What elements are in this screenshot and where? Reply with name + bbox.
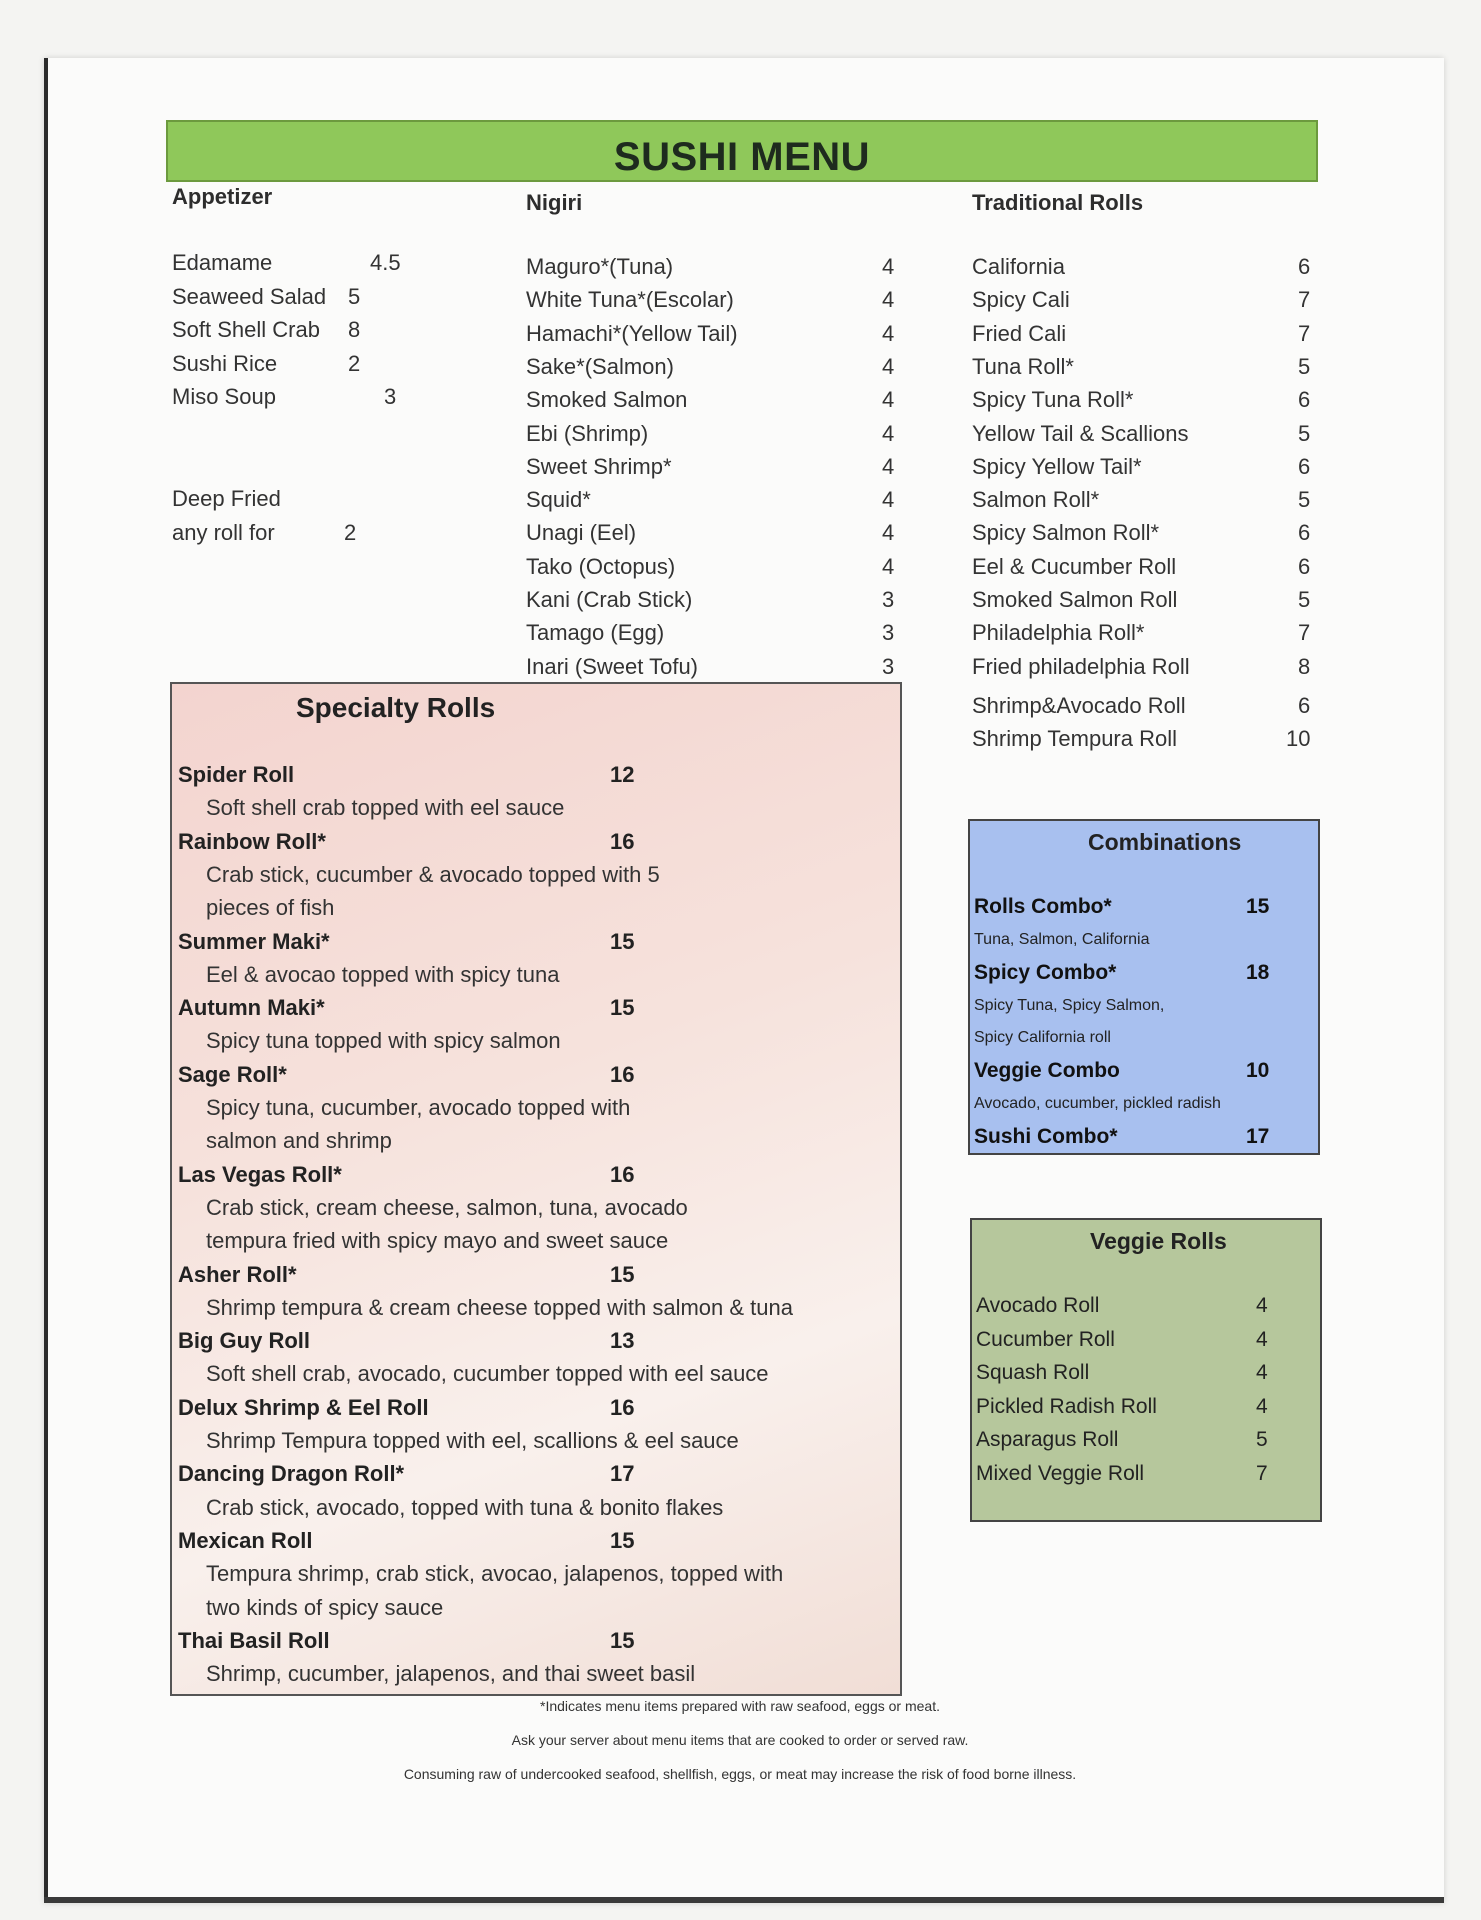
veggie-heading: Veggie Rolls	[1090, 1228, 1227, 1254]
nigiri-item-name: Smoked Salmon	[526, 387, 688, 413]
traditional-item-price: 5	[1298, 420, 1311, 446]
deep-fried-price: 2	[344, 520, 357, 545]
specialty-item-price: 16	[610, 828, 635, 854]
nigiri-item-name: Inari (Sweet Tofu)	[526, 653, 699, 679]
footnote-raw: *Indicates menu items prepared with raw seafood, eggs or meat.	[540, 1698, 940, 1714]
traditional-item-name: Tuna Roll*	[972, 353, 1074, 379]
nigiri-item-name: Ebi (Shrimp)	[526, 420, 649, 446]
traditional-item-price: 5	[1298, 587, 1311, 612]
paper-edge-left	[44, 58, 48, 1903]
specialty-item-desc: salmon and shrimp	[206, 1128, 392, 1154]
specialty-item-price: 17	[610, 1461, 635, 1487]
combo-item-name: Rolls Combo*	[974, 895, 1112, 918]
combo-item-desc: Tuna, Salmon, California	[974, 931, 1150, 948]
nigiri-item-price: 4	[882, 387, 895, 413]
appetizer-item-price: 4.5	[370, 250, 401, 275]
nigiri-item-price: 4	[882, 487, 895, 513]
deep-fried-label: Deep Fried	[172, 486, 281, 511]
specialty-item-desc: Soft shell crab, avocado, cucumber topped with eel sauce	[206, 1361, 769, 1387]
specialty-item-name: Thai Basil Roll	[178, 1627, 330, 1653]
traditional-item-name: Philadelphia Roll*	[972, 620, 1145, 646]
specialty-item-desc: Shrimp tempura & cream cheese topped with salmon & tuna	[206, 1294, 793, 1320]
traditional-item-name: Smoked Salmon Roll	[972, 587, 1178, 612]
nigiri-item-price: 4	[882, 320, 895, 346]
traditional-item-name: Spicy Cali	[972, 287, 1070, 313]
veggie-rolls-box	[970, 1218, 1322, 1522]
traditional-item-price: 7	[1298, 620, 1311, 646]
nigiri-item-price: 3	[882, 653, 895, 679]
specialty-rolls-box	[170, 682, 902, 1696]
traditional-item-price: 6	[1298, 692, 1311, 718]
specialty-item-name: Rainbow Roll*	[178, 828, 326, 854]
nigiri-item-name: Sake*(Salmon)	[526, 353, 674, 379]
specialty-item-name: Big Guy Roll	[178, 1328, 310, 1354]
traditional-item-name: Eel & Cucumber Roll	[972, 553, 1177, 579]
specialty-item-name: Mexican Roll	[178, 1527, 313, 1553]
traditional-item-name: Salmon Roll*	[972, 487, 1100, 513]
deep-fried-label-2: any roll for	[172, 520, 275, 545]
nigiri-item-price: 4	[882, 254, 895, 279]
appetizer-item-price: 8	[348, 317, 361, 342]
specialty-item-price: 15	[610, 1527, 635, 1553]
veggie-item-price: 4	[1256, 1361, 1268, 1384]
nigiri-item-name: Tako (Octopus)	[526, 553, 676, 579]
specialty-item-desc: Shrimp Tempura topped with eel, scallions & eel sauce	[206, 1428, 739, 1453]
combinations-heading: Combinations	[1088, 829, 1242, 855]
combo-item-name: Sushi Combo*	[974, 1125, 1118, 1148]
combo-item-desc: Avocado, cucumber, pickled radish	[974, 1095, 1221, 1112]
traditional-item-price: 5	[1298, 487, 1311, 513]
specialty-item-name: Las Vegas Roll*	[178, 1161, 342, 1187]
appetizer-heading: Appetizer	[172, 184, 273, 209]
veggie-item-name: Asparagus Roll	[976, 1428, 1119, 1451]
specialty-item-name: Summer Maki*	[178, 928, 330, 954]
specialty-item-price: 15	[610, 1627, 635, 1653]
specialty-item-desc: Soft shell crab topped with eel sauce	[206, 795, 565, 821]
paper-edge-bottom	[44, 1897, 1444, 1903]
veggie-item-name: Avocado Roll	[976, 1294, 1100, 1317]
veggie-item-price: 7	[1256, 1461, 1268, 1485]
specialty-heading: Specialty Rolls	[296, 692, 496, 723]
specialty-item-price: 15	[610, 995, 635, 1021]
combo-item-price: 17	[1246, 1125, 1270, 1148]
veggie-item-price: 4	[1256, 1294, 1268, 1317]
traditional-item-price: 5	[1298, 353, 1311, 379]
specialty-item-name: Sage Roll*	[178, 1061, 287, 1087]
specialty-item-price: 12	[610, 762, 635, 787]
specialty-item-desc: Crab stick, cucumber & avocado topped with 5	[206, 861, 660, 887]
traditional-item-price: 8	[1298, 653, 1311, 679]
nigiri-item-price: 4	[882, 287, 895, 313]
veggie-item-name: Mixed Veggie Roll	[976, 1461, 1145, 1485]
nigiri-item-name: Squid*	[526, 487, 591, 513]
traditional-item-name: Fried philadelphia Roll	[972, 653, 1190, 679]
appetizer-item-name: Soft Shell Crab	[172, 317, 320, 342]
traditional-item-name: Shrimp&Avocado Roll	[972, 692, 1186, 718]
specialty-item-price: 13	[610, 1328, 635, 1354]
specialty-item-desc: Spicy tuna, cucumber, avocado topped with	[206, 1095, 631, 1120]
veggie-item-name: Squash Roll	[976, 1361, 1090, 1384]
specialty-item-price: 16	[610, 1394, 635, 1420]
traditional-item-price: 6	[1298, 520, 1311, 546]
veggie-item-price: 4	[1256, 1327, 1268, 1351]
combo-item-price: 10	[1246, 1059, 1270, 1082]
nigiri-heading: Nigiri	[526, 190, 583, 215]
specialty-item-desc: Crab stick, cream cheese, salmon, tuna, avocado	[206, 1194, 688, 1220]
specialty-item-price: 15	[610, 1261, 635, 1287]
combo-item-price: 18	[1246, 961, 1270, 984]
nigiri-item-price: 4	[882, 353, 895, 379]
specialty-item-desc: pieces of fish	[206, 895, 335, 921]
combo-item-price: 15	[1246, 895, 1270, 918]
nigiri-item-name: Hamachi*(Yellow Tail)	[526, 320, 738, 346]
combo-item-name: Spicy Combo*	[974, 961, 1117, 984]
nigiri-item-name: Kani (Crab Stick)	[526, 587, 693, 612]
combo-item-desc: Spicy California roll	[974, 1029, 1111, 1046]
veggie-item-name: Pickled Radish Roll	[976, 1394, 1157, 1418]
specialty-item-desc: two kinds of spicy sauce	[206, 1594, 444, 1620]
traditional-heading: Traditional Rolls	[972, 190, 1144, 215]
nigiri-item-price: 4	[882, 453, 895, 479]
appetizer-item-name: Seaweed Salad	[172, 283, 327, 309]
specialty-item-desc: tempura fried with spicy mayo and sweet sauce	[206, 1228, 669, 1254]
traditional-item-name: Spicy Salmon Roll*	[972, 520, 1160, 546]
menu-title-bar	[166, 120, 1318, 182]
specialty-item-desc: Crab stick, avocado, topped with tuna & bonito flakes	[206, 1494, 724, 1520]
traditional-item-name: California	[972, 254, 1065, 279]
specialty-item-name: Asher Roll*	[178, 1261, 297, 1287]
combo-item-name: Veggie Combo	[974, 1059, 1120, 1082]
veggie-item-name: Cucumber Roll	[976, 1327, 1115, 1351]
traditional-item-name: Spicy Yellow Tail*	[972, 453, 1142, 479]
veggie-item-price: 5	[1256, 1428, 1268, 1451]
appetizer-item-name: Sushi Rice	[172, 350, 278, 376]
veggie-item-price: 4	[1256, 1394, 1268, 1418]
combinations-box	[968, 819, 1320, 1155]
specialty-item-name: Autumn Maki*	[178, 995, 325, 1021]
menu-title: SUSHI MENU	[613, 134, 871, 179]
nigiri-item-price: 3	[882, 620, 895, 646]
traditional-item-price: 7	[1298, 320, 1311, 346]
specialty-item-price: 16	[610, 1161, 635, 1187]
nigiri-item-name: White Tuna*(Escolar)	[526, 287, 734, 313]
nigiri-item-name: Sweet Shrimp*	[526, 453, 672, 479]
traditional-item-price: 6	[1298, 553, 1311, 579]
appetizer-item-name: Miso Soup	[172, 384, 276, 409]
traditional-item-name: Fried Cali	[972, 320, 1067, 346]
traditional-item-price: 6	[1298, 387, 1311, 413]
traditional-item-name: Shrimp Tempura Roll	[972, 726, 1178, 752]
appetizer-item-name: Edamame	[172, 250, 273, 275]
specialty-item-desc: Shrimp, cucumber, jalapenos, and thai sweet basil	[206, 1661, 696, 1687]
specialty-item-desc: Eel & avocao topped with spicy tuna	[206, 961, 560, 987]
specialty-item-name: Dancing Dragon Roll*	[178, 1461, 405, 1487]
traditional-item-price: 6	[1298, 254, 1311, 279]
specialty-item-name: Spider Roll	[178, 762, 295, 787]
nigiri-item-name: Maguro*(Tuna)	[526, 254, 674, 279]
appetizer-item-price: 3	[384, 384, 397, 409]
nigiri-item-price: 4	[882, 520, 895, 546]
traditional-item-price: 7	[1298, 287, 1311, 313]
specialty-item-desc: Spicy tuna topped with spicy salmon	[206, 1028, 561, 1054]
footnote-warning: Consuming raw of undercooked seafood, shellfish, eggs, or meat may increase the risk of food borne illness.	[403, 1766, 1077, 1782]
appetizer-item-price: 5	[348, 283, 361, 309]
nigiri-item-name: Unagi (Eel)	[526, 520, 637, 546]
combo-item-desc: Spicy Tuna, Spicy Salmon,	[974, 997, 1165, 1014]
nigiri-item-price: 4	[882, 420, 895, 446]
traditional-item-name: Yellow Tail & Scallions	[972, 420, 1189, 446]
traditional-item-price: 6	[1298, 453, 1311, 479]
appetizer-item-price: 2	[348, 350, 361, 376]
nigiri-item-price: 4	[882, 553, 895, 579]
specialty-item-price: 16	[610, 1061, 635, 1087]
specialty-item-price: 15	[610, 928, 635, 954]
specialty-item-desc: Tempura shrimp, crab stick, avocao, jalapenos, topped with	[206, 1561, 784, 1587]
traditional-item-name: Spicy Tuna Roll*	[972, 387, 1134, 413]
nigiri-item-name: Tamago (Egg)	[526, 620, 665, 646]
nigiri-item-price: 3	[882, 587, 895, 612]
specialty-item-name: Delux Shrimp & Eel Roll	[178, 1394, 429, 1420]
footnote-ask-server: Ask your server about menu items that are cooked to order or served raw.	[511, 1732, 969, 1748]
traditional-item-price: 10	[1286, 726, 1311, 752]
